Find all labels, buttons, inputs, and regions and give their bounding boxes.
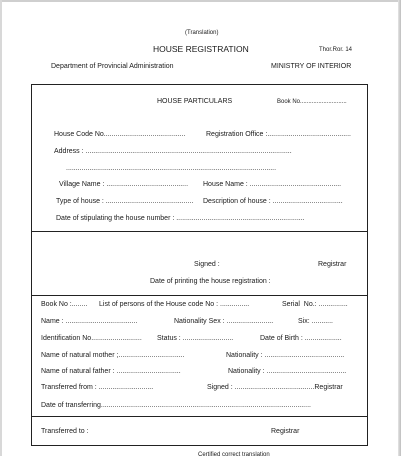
address-continuation: ............................................................................................................ [66, 165, 277, 172]
persons-book-no: Book No :........ [41, 301, 88, 308]
certified-translation-note: Certified correct translation [198, 452, 270, 456]
translation-label: (Translation) [185, 30, 219, 36]
signed-label: Signed : [194, 261, 220, 268]
registrar-label: Registrar [318, 261, 347, 268]
date-stipulating-field: Date of stipulating the house number : .................................................................. [56, 215, 305, 222]
book-no-field: Book No............................ [277, 99, 347, 105]
page-left-edge [0, 0, 2, 456]
document-title: HOUSE REGISTRATION [153, 44, 249, 54]
type-of-house-field: Type of house : ............................................. [56, 198, 194, 205]
house-code-field: House Code No.......................................... [54, 131, 186, 138]
department-label: Department of Provincial Administration [51, 63, 174, 70]
list-of-persons-field: List of persons of the House code No : ............... [99, 301, 250, 308]
ministry-label: MINISTRY OF INTERIOR [271, 63, 352, 70]
transfer-signed-field: Signed : .........................................Registrar [207, 384, 343, 391]
mother-nationality-field: Nationality : ......................................... [226, 352, 345, 359]
mother-name-field: Name of natural mother ;.................................. [41, 352, 185, 359]
identification-field: Identification No.......................... [41, 335, 142, 342]
description-of-house-field: Description of house : .................................... [203, 198, 343, 205]
father-name-field: Name of natural father : ................................. [41, 368, 181, 375]
date-printing-label: Date of printing the house registration : [150, 278, 271, 285]
date-of-birth-field: Date of Birth : ................... [260, 335, 342, 342]
registration-office-field: Registration Office :........................................... [206, 131, 351, 138]
status-field: Status : .......................... [157, 335, 234, 342]
section-divider-3 [31, 416, 368, 417]
transferred-to-label: Transferred to : [41, 428, 89, 435]
name-field: Name : ..................................... [41, 318, 138, 325]
nationality-sex-field: Nationality Sex : ........................ [174, 318, 274, 325]
father-nationality-field: Nationality : ......................................... [228, 368, 347, 375]
transferred-from-field: Transferred from : ............................ [41, 384, 154, 391]
house-particulars-heading: HOUSE PARTICULARS [157, 98, 233, 105]
date-transferring-field: Date of transferring............................................................................................................ [41, 402, 311, 409]
page-top-edge [0, 0, 401, 2]
section-divider-1 [31, 231, 368, 232]
village-name-field: Village Name : .......................................... [59, 181, 189, 188]
serial-no-field: Serial No.: ............... [282, 301, 348, 308]
transfer-registrar-label: Registrar [271, 428, 300, 435]
six-field: Six: ........... [298, 318, 334, 325]
form-code: Thor.Ror. 14 [319, 47, 353, 53]
house-name-field: House Name : ............................................... [203, 181, 342, 188]
address-field: Address : .......................................................................................................... [54, 148, 292, 155]
section-divider-2 [31, 295, 368, 296]
